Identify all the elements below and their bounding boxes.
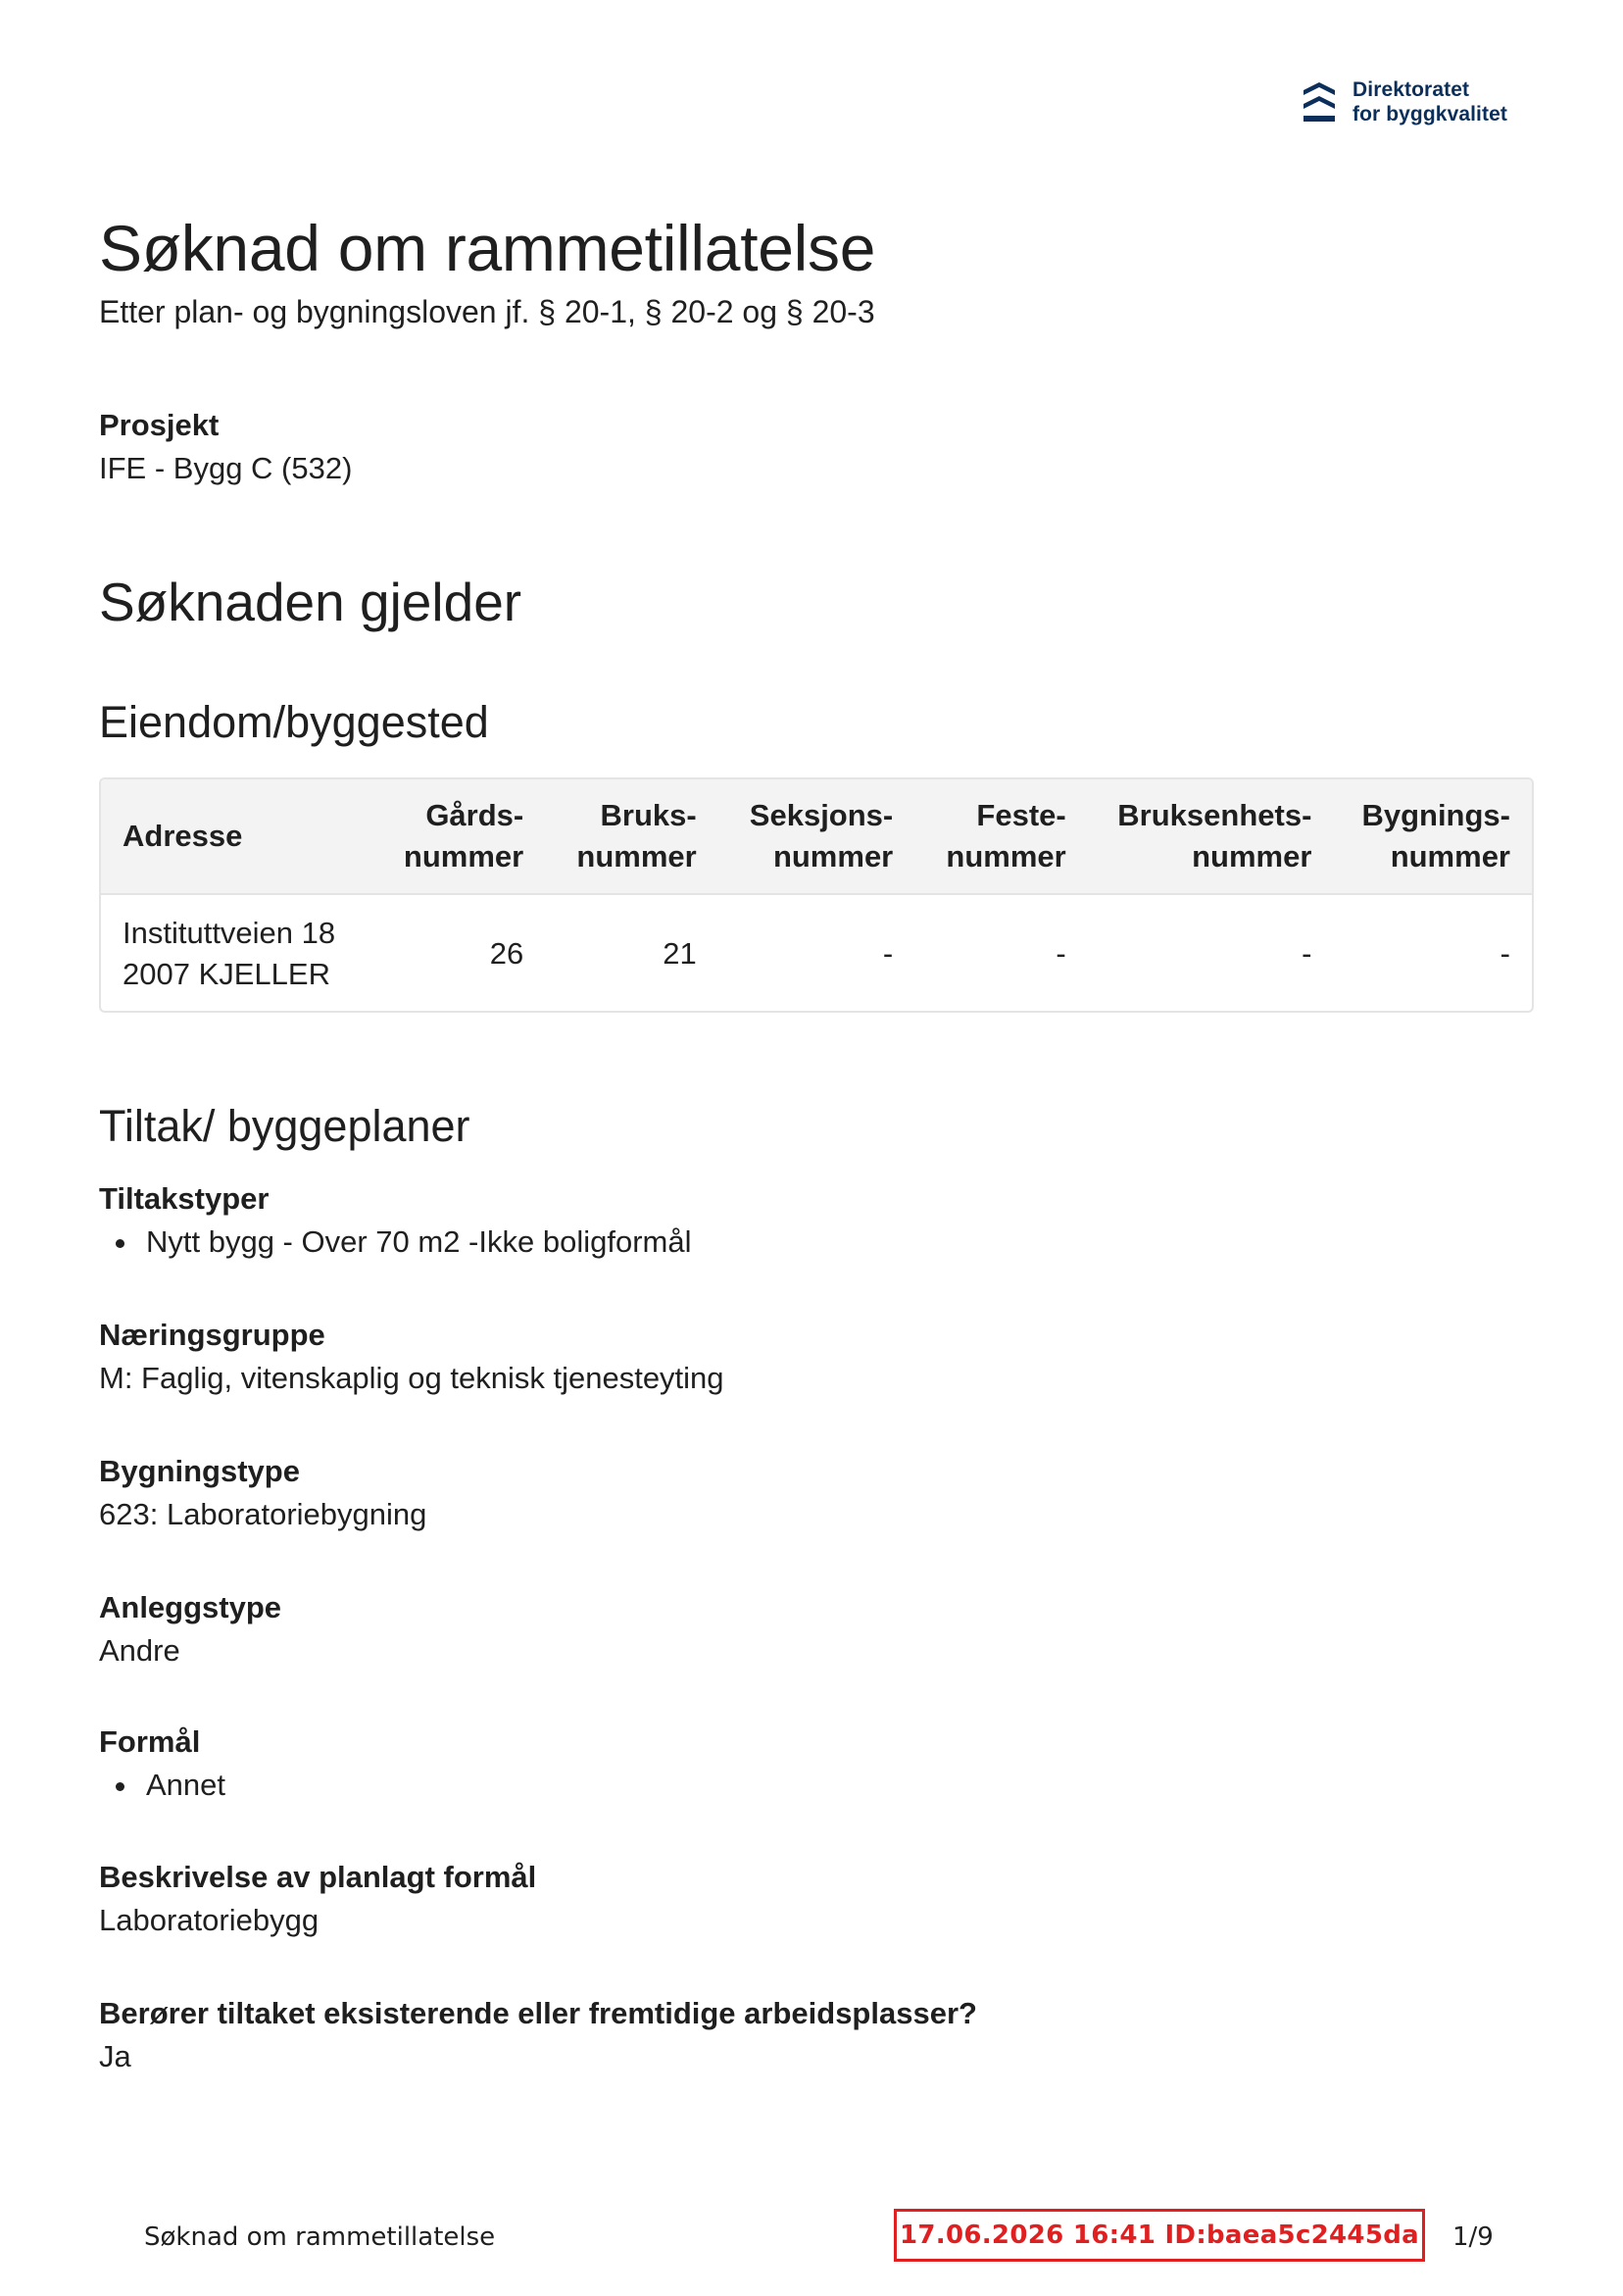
naeringsgruppe-field <box>99 1316 1534 1398</box>
col-header-text: Gårds- <box>425 798 524 832</box>
property-table <box>99 777 1534 1013</box>
col-header-text: nummer <box>1390 839 1510 873</box>
arbeidsplasser-value: Ja <box>99 2039 131 2073</box>
col-header-festenummer <box>914 779 1087 895</box>
col-header-bruksnummer <box>545 779 717 895</box>
tiltakstyper-label: Tiltakstyper <box>99 1181 270 1216</box>
project-field <box>99 406 1534 488</box>
cell-gardsnummer: 26 <box>489 936 524 971</box>
tiltakstyper-field <box>99 1179 1534 1262</box>
logo-line-1: Direktoratet <box>1352 78 1470 101</box>
cell-festenummer: - <box>1056 936 1066 971</box>
list-item: Annet <box>146 1766 1534 1805</box>
col-header-bruksenhetsnummer <box>1088 779 1334 895</box>
cell-bruksnummer: 21 <box>663 936 697 971</box>
footer-title: Søknad om rammetillatelse <box>144 2222 496 2252</box>
col-header-text: Seksjons- <box>749 798 894 832</box>
arbeidsplasser-field <box>99 1994 1534 2076</box>
cell-bruksenhetsnummer: - <box>1302 936 1312 971</box>
col-header-text: nummer <box>576 839 697 873</box>
col-header-bygningsnummer <box>1333 779 1532 895</box>
dibk-chevron-logo-icon <box>1300 78 1339 125</box>
col-header-adresse <box>101 779 370 895</box>
address-line-1: Instituttveien 18 <box>123 916 336 950</box>
arbeidsplasser-label: Berører tiltaket eksisterende eller fremtidige arbeidsplasser? <box>99 1996 977 2030</box>
col-header-gardsnummer <box>370 779 545 895</box>
table-row <box>101 895 1532 1011</box>
col-header-text: Bruks- <box>600 798 697 832</box>
bygningstype-label: Bygningstype <box>99 1454 300 1488</box>
col-header-text: nummer <box>1192 839 1312 873</box>
col-header-text: Adresse <box>123 819 243 853</box>
dibk-logo <box>1300 76 1507 127</box>
document-subtitle: Etter plan- og bygningsloven jf. § 20-1, § 20-2 og § 20-3 <box>99 294 875 329</box>
col-header-text: nummer <box>403 839 524 873</box>
bygningstype-value: 623: Laboratoriebygning <box>99 1497 427 1531</box>
logo-line-2: for byggkvalitet <box>1352 103 1507 125</box>
beskrivelse-field <box>99 1858 1534 1940</box>
col-header-text: Bygnings- <box>1361 798 1510 832</box>
document-title: Søknad om rammetillatelse <box>99 212 876 284</box>
beskrivelse-label: Beskrivelse av planlagt formål <box>99 1860 537 1894</box>
page-number: 1/9 <box>1452 2222 1494 2252</box>
cell-bygningsnummer: - <box>1500 936 1510 971</box>
col-header-text: Feste- <box>976 798 1066 832</box>
logo-text <box>1352 77 1507 126</box>
formal-list <box>99 1766 1534 1805</box>
cell-adresse <box>101 895 370 1011</box>
anleggstype-field <box>99 1588 1534 1671</box>
tiltakstyper-list <box>99 1223 1534 1262</box>
bygningstype-field <box>99 1452 1534 1534</box>
timestamp-id-stamp: 17.06.2026 16:41 ID:baea5c2445da <box>894 2209 1425 2262</box>
formal-field <box>99 1722 1534 1805</box>
section-heading: Søknaden gjelder <box>99 572 522 632</box>
list-item: Nytt bygg - Over 70 m2 -Ikke boligformål <box>146 1223 1534 1262</box>
formal-label: Formål <box>99 1724 201 1759</box>
beskrivelse-value: Laboratoriebygg <box>99 1903 320 1937</box>
col-header-seksjonsnummer <box>718 779 915 895</box>
col-header-text: Bruksenhets- <box>1117 798 1312 832</box>
anleggstype-label: Anleggstype <box>99 1590 282 1624</box>
naeringsgruppe-value: M: Faglig, vitenskaplig og teknisk tjenesteyting <box>99 1361 724 1395</box>
anleggstype-value: Andre <box>99 1633 180 1668</box>
col-header-text: nummer <box>772 839 894 873</box>
table-header-row <box>101 779 1532 895</box>
property-heading: Eiendom/byggested <box>99 697 489 747</box>
col-header-text: nummer <box>946 839 1066 873</box>
project-label: Prosjekt <box>99 408 220 442</box>
project-value: IFE - Bygg C (532) <box>99 451 353 485</box>
address-line-2: 2007 KJELLER <box>123 957 330 991</box>
naeringsgruppe-label: Næringsgruppe <box>99 1318 325 1352</box>
cell-seksjonsnummer: - <box>882 936 894 971</box>
measures-heading: Tiltak/ byggeplaner <box>99 1101 470 1151</box>
